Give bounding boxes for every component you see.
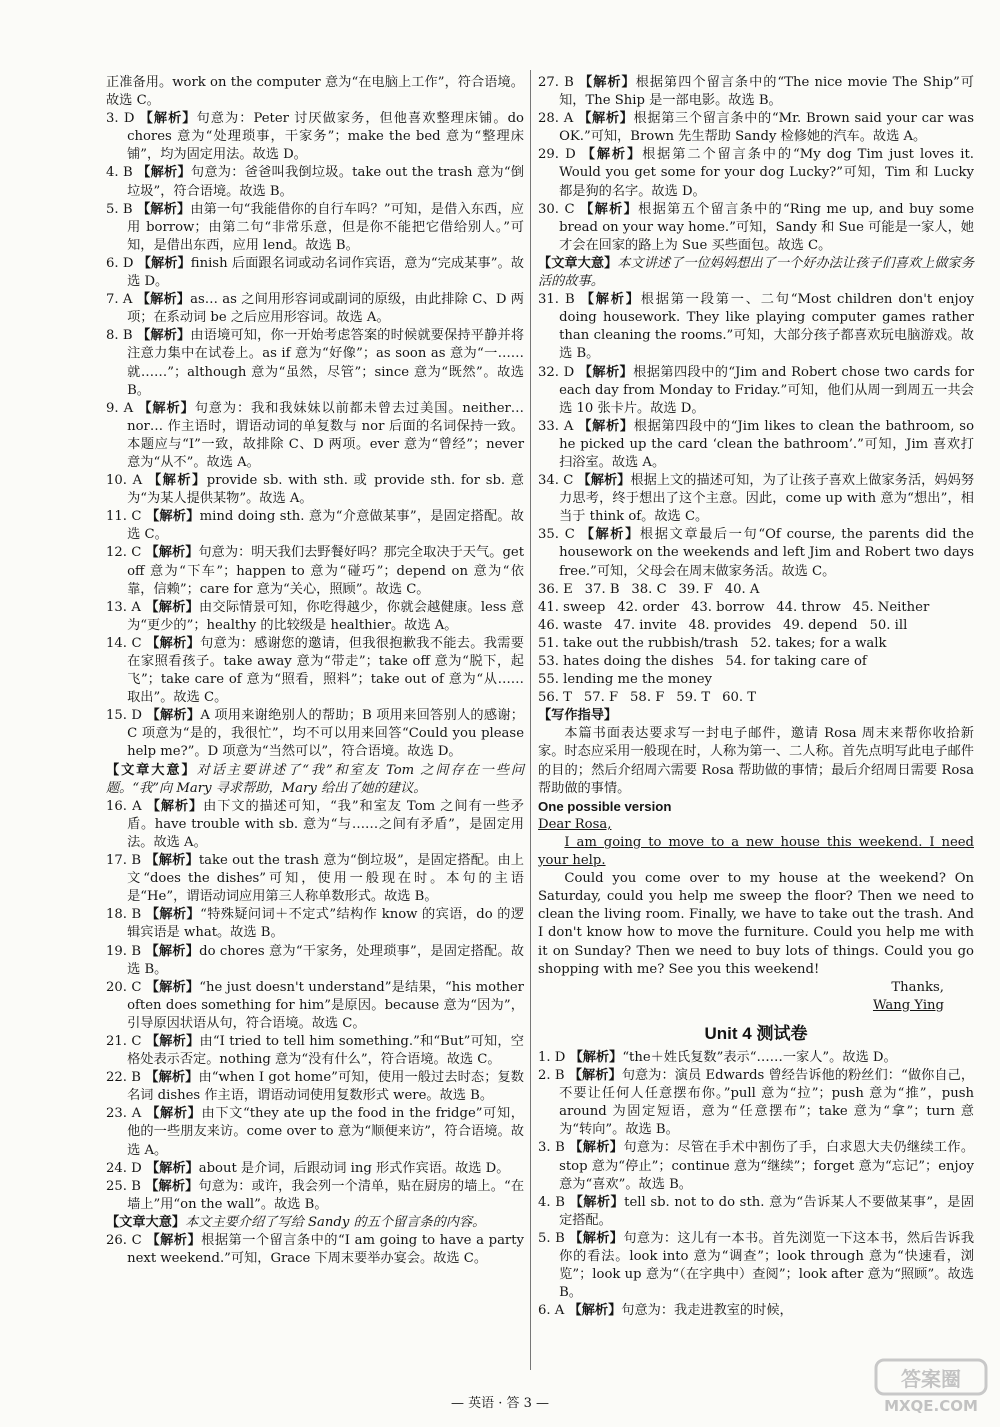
analysis-text: do chores 意为“干家务，处理琐事”，是固定搭配。故选 B。: [127, 943, 524, 977]
analysis-tag: 【解析】: [568, 1303, 622, 1319]
answer-line: [538, 635, 974, 653]
analysis-text: 根据文章最后一句“Of course, the parents did the housework on the weekends and left Jim and Robert two days free.”可知，父母会在周末做家务活。故选 C。: [559, 527, 974, 579]
item-number: 26. C: [106, 1233, 142, 1248]
analysis-tag: 【解析】: [577, 473, 631, 489]
item-number: 34. C: [538, 473, 574, 489]
item-number: 8. B: [106, 328, 133, 344]
answer-line: [538, 689, 974, 707]
item-number: 5. B: [538, 1230, 565, 1246]
answer-item: [538, 1049, 974, 1067]
answer-item: [538, 291, 974, 363]
item-number: 3. B: [538, 1140, 565, 1156]
unit-title: Unit 4 测试卷: [704, 1023, 808, 1043]
analysis-tag: 【解析】: [568, 1068, 622, 1084]
analysis-tag: 【解析】: [569, 1194, 625, 1210]
answer-value: 50. ill: [869, 617, 908, 633]
item-number: 1. D: [538, 1049, 566, 1065]
analysis-text: 由语境可知，你一开始考虑答案的时候就要保持平静并将注意力集中在试卷上。as if 意为“好像”；as soon as 意为“一……就……”；although 意为“虽然，尽管”；since 意为“既然”。故选 B。: [127, 328, 525, 398]
answer-item: [538, 110, 974, 146]
answer-item: [106, 110, 524, 164]
analysis-tag: 【解析】: [145, 1160, 199, 1176]
analysis-tag: 【解析】: [136, 292, 191, 308]
item-number: 11. C: [106, 509, 142, 525]
analysis-text: 由交际情景可知，你吃得越少，你就会越健康。less 意为“更少的”；healthy 的比较级是 healthier。故选 A。: [127, 599, 525, 633]
answer-item: [538, 1194, 974, 1230]
analysis-tag: 【解析】: [146, 635, 201, 651]
analysis-tag: 【解析】: [145, 907, 201, 923]
item-number: 22. B: [106, 1070, 141, 1086]
analysis-text: 由下文“they ate up the food in the fridge”可知，他的一些朋友来访。come over to 意为“顺便来访”，符合语境。故选 A。: [127, 1106, 524, 1158]
answer-item: [106, 979, 524, 1033]
analysis-tag: 【解析】: [569, 1230, 624, 1246]
answer-value: 47. invite: [614, 617, 677, 633]
answer-key: [538, 581, 974, 708]
column-divider: [530, 70, 531, 1370]
analysis-tag: 【解析】: [581, 147, 643, 163]
answer-item: [538, 1230, 974, 1302]
item-number: 15. D: [106, 708, 143, 724]
item-number: 28. A: [538, 111, 574, 127]
answer-item: [106, 327, 524, 399]
item-number: 16. A: [106, 798, 142, 814]
answer-item: [106, 201, 524, 255]
right-items-2: [538, 291, 974, 581]
answer-item: [106, 400, 524, 472]
answer-value: 57. F: [583, 690, 619, 706]
item-number: 30. C: [538, 201, 575, 217]
answer-item: [106, 1069, 524, 1105]
answer-value: 53. hates doing the dishes: [538, 654, 714, 669]
item-number: 2. B: [538, 1068, 565, 1084]
analysis-text: 根据第一个留言条中的“I am going to have a party next weekend.”可知，Grace 下周末要举办宴会。故选 C。: [127, 1233, 524, 1267]
right-items-3: [538, 1049, 974, 1320]
answer-item: [106, 1160, 524, 1178]
analysis-text: 由“I tried to tell him something.”和“But”可知，空格处表示否定。nothing 意为“没有什么”，符合语境。故选 C。: [127, 1033, 524, 1068]
summary-block-2: [106, 1214, 524, 1232]
answer-value: 49. depend: [783, 617, 858, 633]
item-number: 10. A: [106, 473, 143, 489]
answer-value: 52. takes; for a walk: [750, 635, 887, 651]
analysis-tag: 【解析】: [137, 165, 191, 181]
summary-label: 【文章大意】: [106, 762, 197, 778]
analysis-tag: 【解析】: [569, 1140, 624, 1156]
analysis-text: 句意为：或许，我会列一个清单，贴在厨房的墙上。“在墙上”用“on the wall”。故选 B。: [127, 1178, 525, 1212]
watermark-logo: [872, 1356, 990, 1416]
analysis-text: 句意为：我和我妹妹以前都未曾去过美国。neither… nor… 作主语时，谓语动词的单复数与 nor 后面的名词保持一致。本题应与“I”一致，故排除 C、D 两项。ever 意为“曾经”；never 意为“从不”。故选 A。: [127, 400, 524, 470]
analysis-text: 根据第四个留言条中的“The nice movie The Ship”可知，The Ship 是一部电影。故选 B。: [559, 75, 974, 109]
analysis-text: 由“when I got home”可知，使用一般过去时态；复数名词 dishes 作主语，谓语动词使用复数形式 were。故选 B。: [127, 1070, 524, 1104]
analysis-text: 由第一句“我能借你的自行车吗？”可知，是借入东西，应用 borrow；由第二句“非常乐意，但是你不能把它借给别人。”可知，是借出东西，应用 lend。故选 B。: [127, 201, 524, 253]
answer-item: [538, 201, 974, 255]
letter-greeting: Dear Rosa,: [538, 816, 612, 832]
answer-item: [106, 943, 524, 979]
analysis-text: finish 后面跟名词或动名词作宾语，意为“完成某事”。故选 D。: [127, 255, 524, 290]
answer-item: [106, 291, 524, 327]
answer-value: 43. borrow: [691, 599, 765, 615]
summary-label: 【文章大意】: [538, 255, 618, 271]
answer-value: 58. F: [630, 690, 665, 706]
analysis-text: mind doing sth. 意为“介意做某事”，是固定搭配。故选 C。: [127, 509, 524, 543]
answer-item: [106, 635, 524, 707]
analysis-tag: 【解析】: [145, 509, 200, 525]
intro-text: 正准备用。work on the computer 意为“在电脑上工作”，符合语境。故选 C。: [106, 75, 524, 109]
analysis-text: 句意为：尽管在手术中割伤了手，白求恩大夫仍继续工作。stop 意为“停止”；continue 意为“继续”；forget 意为“忘记”；enjoy 意为“喜欢”。故选 B。: [559, 1140, 975, 1192]
item-number: 20. C: [106, 979, 142, 995]
analysis-text: tell sb. not to do sth. 意为“告诉某人不要做某事”，是固定搭配。: [559, 1194, 975, 1228]
analysis-text: A 项用来谢绝别人的帮助；B 项用来回答别人的感谢；C 项意为“是的，我很忙”，均不可以用来回答“Could you please help me?”。D 项意为“当然可以”，符合语境。故选 D。: [127, 708, 524, 760]
item-number: 19. B: [106, 943, 142, 959]
answer-item: [106, 255, 524, 291]
left-items-3: [106, 1232, 524, 1268]
letter-signature-line: [538, 997, 974, 1015]
right-items: [538, 74, 974, 255]
answer-item: [538, 418, 974, 472]
answer-item: [538, 472, 974, 526]
analysis-text: “特殊疑问词＋不定式”结构作 know 的宾语，do 的逻辑宾语是 what。故选 B。: [127, 907, 525, 941]
letter-closing: Thanks,: [891, 979, 944, 995]
answer-item: [538, 1067, 974, 1139]
answer-value: 48. provides: [688, 617, 772, 633]
item-number: 13. A: [106, 599, 141, 615]
svg-text:MXQE.COM: MXQE.COM: [884, 1397, 978, 1415]
analysis-tag: 【解析】: [569, 1049, 623, 1065]
answer-item: [538, 1139, 974, 1193]
analysis-tag: 【解析】: [147, 473, 207, 489]
answer-value: 38. C: [631, 581, 667, 597]
answer-value: 40. A: [724, 581, 760, 597]
item-number: 18. B: [106, 907, 142, 923]
analysis-tag: 【解析】: [145, 943, 200, 959]
writing-guide-text: 本篇书面表达要求写一封电子邮件，邀请 Rosa 周末来帮你收拾新家。时态应采用一般现在时，人称为第一、二人称。首先点明写此电子邮件的目的；然后介绍周六需要 Rosa 帮助做的事情；最后介绍周日需要 Rosa 帮助做的事情。: [538, 726, 974, 796]
item-number: 32. D: [538, 364, 575, 380]
answer-item: [106, 798, 524, 852]
summary-text: 对话主要讲述了“我”和室友 Tom 之间存在一些问题。“我”向 Mary 寻求帮助，Mary 给出了她的建议。: [106, 762, 525, 796]
analysis-tag: 【解析】: [578, 111, 634, 127]
analysis-tag: 【解析】: [146, 798, 204, 814]
item-number: 25. B: [106, 1178, 141, 1194]
answer-item: [106, 164, 524, 200]
answer-item: [538, 74, 974, 110]
analysis-text: 根据第四段中的“Jim likes to clean the bathroom, so he picked up the card ‘clean the bathroom’.”可知，Jim 喜欢打扫浴室。故选 A。: [559, 418, 975, 470]
analysis-tag: 【解析】: [145, 1070, 199, 1086]
analysis-text: 句意为：演员 Edwards 曾经告诉他的粉丝们：“做你自己，不要让任何人任意摆布你。”pull 意为“拉”；push 意为“推”，push around 为固定短语，意为“任意摆布”；take 意为“拿”；turn 意为“转向”。故选 B。: [559, 1068, 975, 1138]
analysis-text: 句意为：明天我们去野餐好吗？那完全取决于天气。get off 意为“下车”；happen to 意为“碰巧”；depend on 意为“依靠，信赖”；care for 意为“关心，照顾”。故选 C。: [127, 545, 525, 597]
answer-item: [106, 707, 524, 761]
answer-line: [538, 617, 974, 635]
answer-value: 54. for taking care of: [725, 654, 867, 669]
analysis-tag: 【解析】: [146, 1233, 202, 1248]
item-number: 14. C: [106, 635, 142, 651]
answer-item: [538, 526, 974, 580]
analysis-tag: 【解析】: [580, 201, 639, 217]
answer-item: [106, 1232, 524, 1268]
analysis-text: 句意为：我走进教室的时候，: [621, 1303, 793, 1319]
answer-value: 44. throw: [776, 599, 841, 615]
answer-value: 59. T: [676, 690, 711, 706]
analysis-tag: 【解析】: [146, 708, 201, 724]
left-items-2: [106, 798, 524, 1214]
answer-value: 39. F: [678, 581, 713, 597]
item-number: 17. B: [106, 853, 142, 869]
analysis-text: 句意为：感谢您的邀请，但我很抱歉我不能去。我需要在家照看孩子。take away 意为“带走”；take off 意为“脱下，起飞”；take care of 意为“照看，照料”；take out of 意为“从……取出”。故选 C。: [127, 635, 524, 706]
analysis-text: as… as 之间用形容词或副词的原级，由此排除 C、D 两项；在系动词 be 之后应用形容词。故选 A。: [127, 292, 524, 326]
analysis-text: 根据第四段中的“Jim and Robert chose two cards for each day from Monday to Friday.”可知，他们从周一到周五一共会选 10 张卡片。故选 D。: [559, 364, 974, 416]
answer-value: 42. order: [617, 599, 680, 615]
item-number: 29. D: [538, 147, 576, 163]
item-number: 35. C: [538, 527, 575, 543]
analysis-tag: 【解析】: [145, 545, 199, 561]
sample-version-title: One possible version: [538, 798, 672, 814]
answer-item: [538, 364, 974, 418]
analysis-tag: 【解析】: [578, 364, 634, 380]
analysis-text: 由下文的描述可知，“我”和室友 Tom 之间有一些矛盾。have trouble with sb. 意为“与……之间有矛盾”，是固定用法。故选 A。: [127, 798, 524, 850]
left-column: [106, 74, 524, 1268]
answer-item: [106, 599, 524, 635]
analysis-tag: 【解析】: [580, 292, 641, 308]
analysis-text: 句意为：这儿有一本书。首先浏览一下这本书，然后告诉我你的看法。look into 意为“调查”；look through 意为“快速看，浏览”；look up 意为“（在字典中）查阅”；look after 意为“照顾”。故选 B。: [559, 1230, 975, 1301]
analysis-tag: 【解析】: [145, 979, 200, 995]
analysis-tag: 【解析】: [580, 527, 640, 543]
item-number: 31. B: [538, 292, 575, 308]
summary-text: 本文主要介绍了写给 Sandy 的五个留言条的内容。: [185, 1214, 486, 1230]
left-items: [106, 110, 524, 761]
analysis-text: 句意为：爸爸叫我倒垃圾。take out the trash 意为“倒垃圾”，符合语境。故选 B。: [127, 165, 524, 199]
answer-value: 36. E: [538, 581, 573, 597]
answer-item: [538, 146, 974, 200]
answer-item: [538, 1302, 974, 1320]
item-number: 6. A: [538, 1303, 565, 1319]
item-number: 24. D: [106, 1160, 142, 1176]
item-number: 5. B: [106, 201, 133, 217]
analysis-text: “the＋姓氏复数”表示“……一家人”。故选 D。: [622, 1049, 897, 1065]
analysis-tag: 【解析】: [137, 255, 191, 271]
summary-text: 本文讲述了一位妈妈想出了一个好办法让孩子们喜欢上做家务活的故事。: [538, 255, 975, 290]
right-column: [538, 74, 974, 1320]
item-number: 3. D: [106, 111, 135, 127]
analysis-text: 根据第三个留言条中的“Mr. Brown said your car was OK.”可知，Brown 先生帮助 Sandy 检修她的汽车。故选 A。: [559, 111, 974, 145]
analysis-tag: 【解析】: [137, 328, 191, 344]
answer-value: 56. T: [538, 690, 572, 706]
item-number: 12. C: [106, 545, 142, 561]
item-number: 4. B: [538, 1194, 565, 1210]
answer-value: 51. take out the rubbish/trash: [538, 635, 739, 651]
analysis-tag: 【解析】: [145, 1033, 200, 1049]
analysis-text: 根据第二个留言条中的“My dog Tim just loves it. Would you get some for your dog Lucky?”可知，Tim 和 Lucky 都是狗的名字。故选 D。: [559, 147, 974, 199]
analysis-text: take out the trash 意为“倒垃圾”，是固定搭配。由上文“does the dishes”可知，使用一般现在时。本句的主语是“He”，谓语动词应用第三人称单数形式。故选 B。: [127, 853, 524, 905]
analysis-text: 根据第五个留言条中的“Ring me up, and buy some bread on your way home.”可知，Sandy 和 Sue 可能是一家人，她才会在回家的路上为 Sue 买些面包。故选 C。: [559, 201, 975, 253]
answer-item: [106, 544, 524, 598]
answer-line: [538, 581, 974, 599]
writing-guide-title: 【写作指导】: [538, 708, 618, 724]
analysis-tag: 【解析】: [138, 400, 195, 416]
item-number: 33. A: [538, 418, 574, 434]
item-number: 23. A: [106, 1106, 142, 1122]
item-number: 21. C: [106, 1033, 142, 1049]
answer-value: 45. Neither: [852, 599, 930, 615]
analysis-tag: 【解析】: [145, 599, 200, 615]
summary-block-3: [538, 255, 974, 291]
item-number: 6. D: [106, 255, 134, 271]
analysis-text: provide sb. with sth. 或 provide sth. for sb. 意为“为某人提供某物”。故选 A。: [127, 473, 524, 507]
answer-value: 46. waste: [538, 617, 603, 633]
summary-label: 【文章大意】: [106, 1214, 186, 1230]
answer-item: [106, 1178, 524, 1214]
letter-signature: Wang Ying: [872, 997, 944, 1013]
analysis-tag: 【解析】: [578, 418, 634, 434]
analysis-tag: 【解析】: [579, 75, 636, 90]
analysis-text: “he just doesn't understand”是结果，“his mother often does something for him”是原因。because 意为“因为”，引导原因状语从句，符合语境。故选 C。: [127, 979, 524, 1031]
analysis-tag: 【解析】: [136, 201, 191, 217]
analysis-text: 根据第一段第一、二句“Most children don't enjoy doing housework. They like playing computer games rather than cleaning the rooms.”可知，大部分孩子都喜欢玩电脑游戏。故选 B。: [559, 292, 975, 362]
answer-value: 60. T: [722, 690, 757, 706]
answer-value: 37. B: [584, 581, 620, 597]
answer-item: [106, 1033, 524, 1069]
item-number: 27. B: [538, 75, 574, 90]
item-number: 4. B: [106, 165, 133, 181]
analysis-tag: 【解析】: [146, 1106, 202, 1122]
answer-item: [106, 906, 524, 942]
item-number: 7. A: [106, 292, 133, 308]
analysis-text: 句意为：Peter 讨厌做家务，但他喜欢整理床铺。do chores 意为“处理琐事，干家务”；make the bed 意为“整理床铺”，均为固定用法。故选 D。: [127, 111, 524, 163]
answer-line: [538, 599, 974, 617]
letter-first-line: I am going to move to a new house this weekend. I need your help.: [538, 834, 974, 869]
answer-item: [106, 1105, 524, 1159]
svg-text:答案圈: 答案圈: [901, 1367, 961, 1391]
answer-item: [106, 472, 524, 508]
analysis-tag: 【解析】: [145, 853, 199, 869]
summary-block: [106, 762, 524, 798]
answer-item: [106, 508, 524, 544]
analysis-tag: 【解析】: [139, 111, 197, 127]
analysis-tag: 【解析】: [145, 1178, 199, 1194]
answer-line: [538, 653, 974, 671]
page-footer: — 英语 · 答 3 —: [450, 1396, 550, 1411]
analysis-text: about 是介词，后跟动词 ing 形式作宾语。故选 D。: [198, 1160, 510, 1176]
analysis-text: 根据上文的描述可知，为了让孩子喜欢上做家务活，妈妈努力思考，终于想出了这个主意。因此，come up with 意为“想出”，相当于 think of。故选 C。: [559, 473, 975, 525]
answer-item: [106, 852, 524, 906]
answer-value: 41. sweep: [538, 599, 606, 615]
answer-value: 55. lending me the money: [538, 672, 712, 688]
item-number: 9. A: [106, 400, 134, 416]
answer-line: [538, 671, 974, 689]
letter-body: Could you come over to my house at the weekend? On Saturday, could you help me sweep the floor? Then we need to clean the living room. Finally, we have to take out the trash. And I don't know how to move the furniture. Could you help me with it on Sunday? Then we need to buy lots of things. Could you go shopping with me? See you this weekend!: [538, 871, 974, 977]
